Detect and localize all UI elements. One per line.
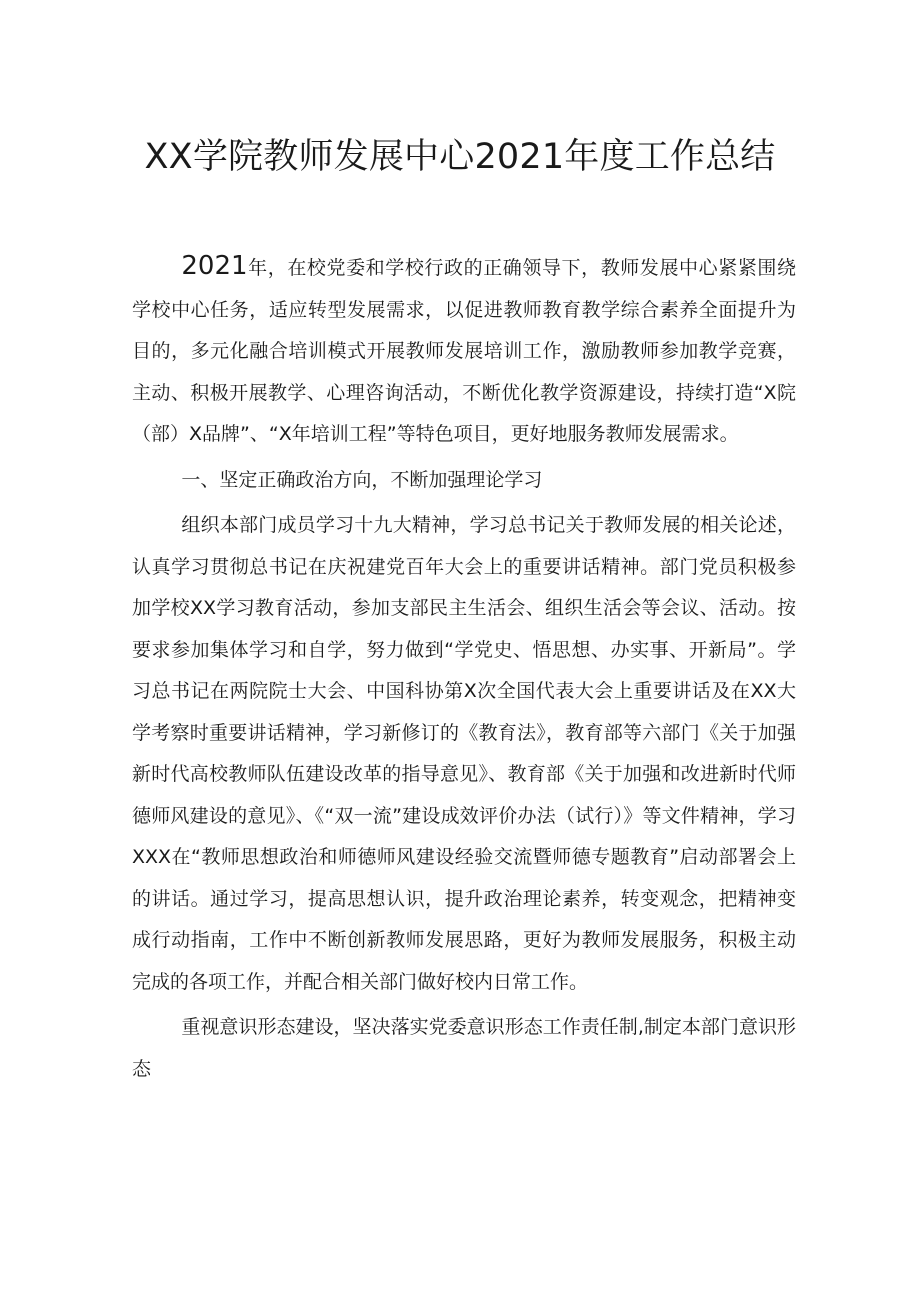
intro-paragraph bbox=[132, 246, 796, 456]
intro-text: 年，在校党委和学校行政的正确领导下，教师发展中心紧紧围绕学校中心任务，适应转型发展需求，以促进教师教育教学综合素养全面提升为目的，多元化融合培训模式开展教师发展培训工作，激励教师参加教学竞赛，主动、积极开展教学、心理咨询活动，不断优化教学资源建设，持续打造“X院（部）X品牌”、“X年培训工程”等特色项目，更好地服务教师发展需求。 bbox=[132, 257, 796, 445]
section-paragraph: 重视意识形态建设，坚决落实党委意识形态工作责任制,制定本部门意识形态 bbox=[132, 1016, 796, 1080]
document-title: XX学院教师发展中心2021年度工作总结 bbox=[144, 137, 776, 177]
document-body bbox=[132, 246, 796, 1090]
section-heading: 一、坚定正确政治方向，不断加强理论学习 bbox=[181, 468, 543, 491]
intro-year: 2021 bbox=[181, 251, 248, 281]
section-paragraph: 组织本部门成员学习十九大精神，学习总书记关于教师发展的相关论述，认真学习贯彻总书记在庆祝建党百年大会上的重要讲话精神。部门党员积极参加学校XX学习教育活动，参加支部民主生活会、组织生活会等会议、活动。按要求参加集体学习和自学，努力做到“学党史、悟思想、办实事、开新局”。学习总书记在两院院士大会、中国科协第X次全国代表大会上重要讲话及在XX大学考察时重要讲话精神，学习新修订的《教育法》，教育部等六部门《关于加强新时代高校教师队伍建设改革的指导意见》、教育部《关于加强和改进新时代师德师风建设的意见》、《“双一流”建设成效评价办法（试行）》等文件精神，学习XXX在“教师思想政治和师德师风建设经验交流暨师德专题教育”启动部署会上的讲话。通过学习，提高思想认识，提升政治理论素养，转变观念，把精神变成行动指南，工作中不断创新教师发展思路，更好为教师发展服务，积极主动完成的各项工作，并配合相关部门做好校内日常工作。 bbox=[132, 514, 796, 993]
